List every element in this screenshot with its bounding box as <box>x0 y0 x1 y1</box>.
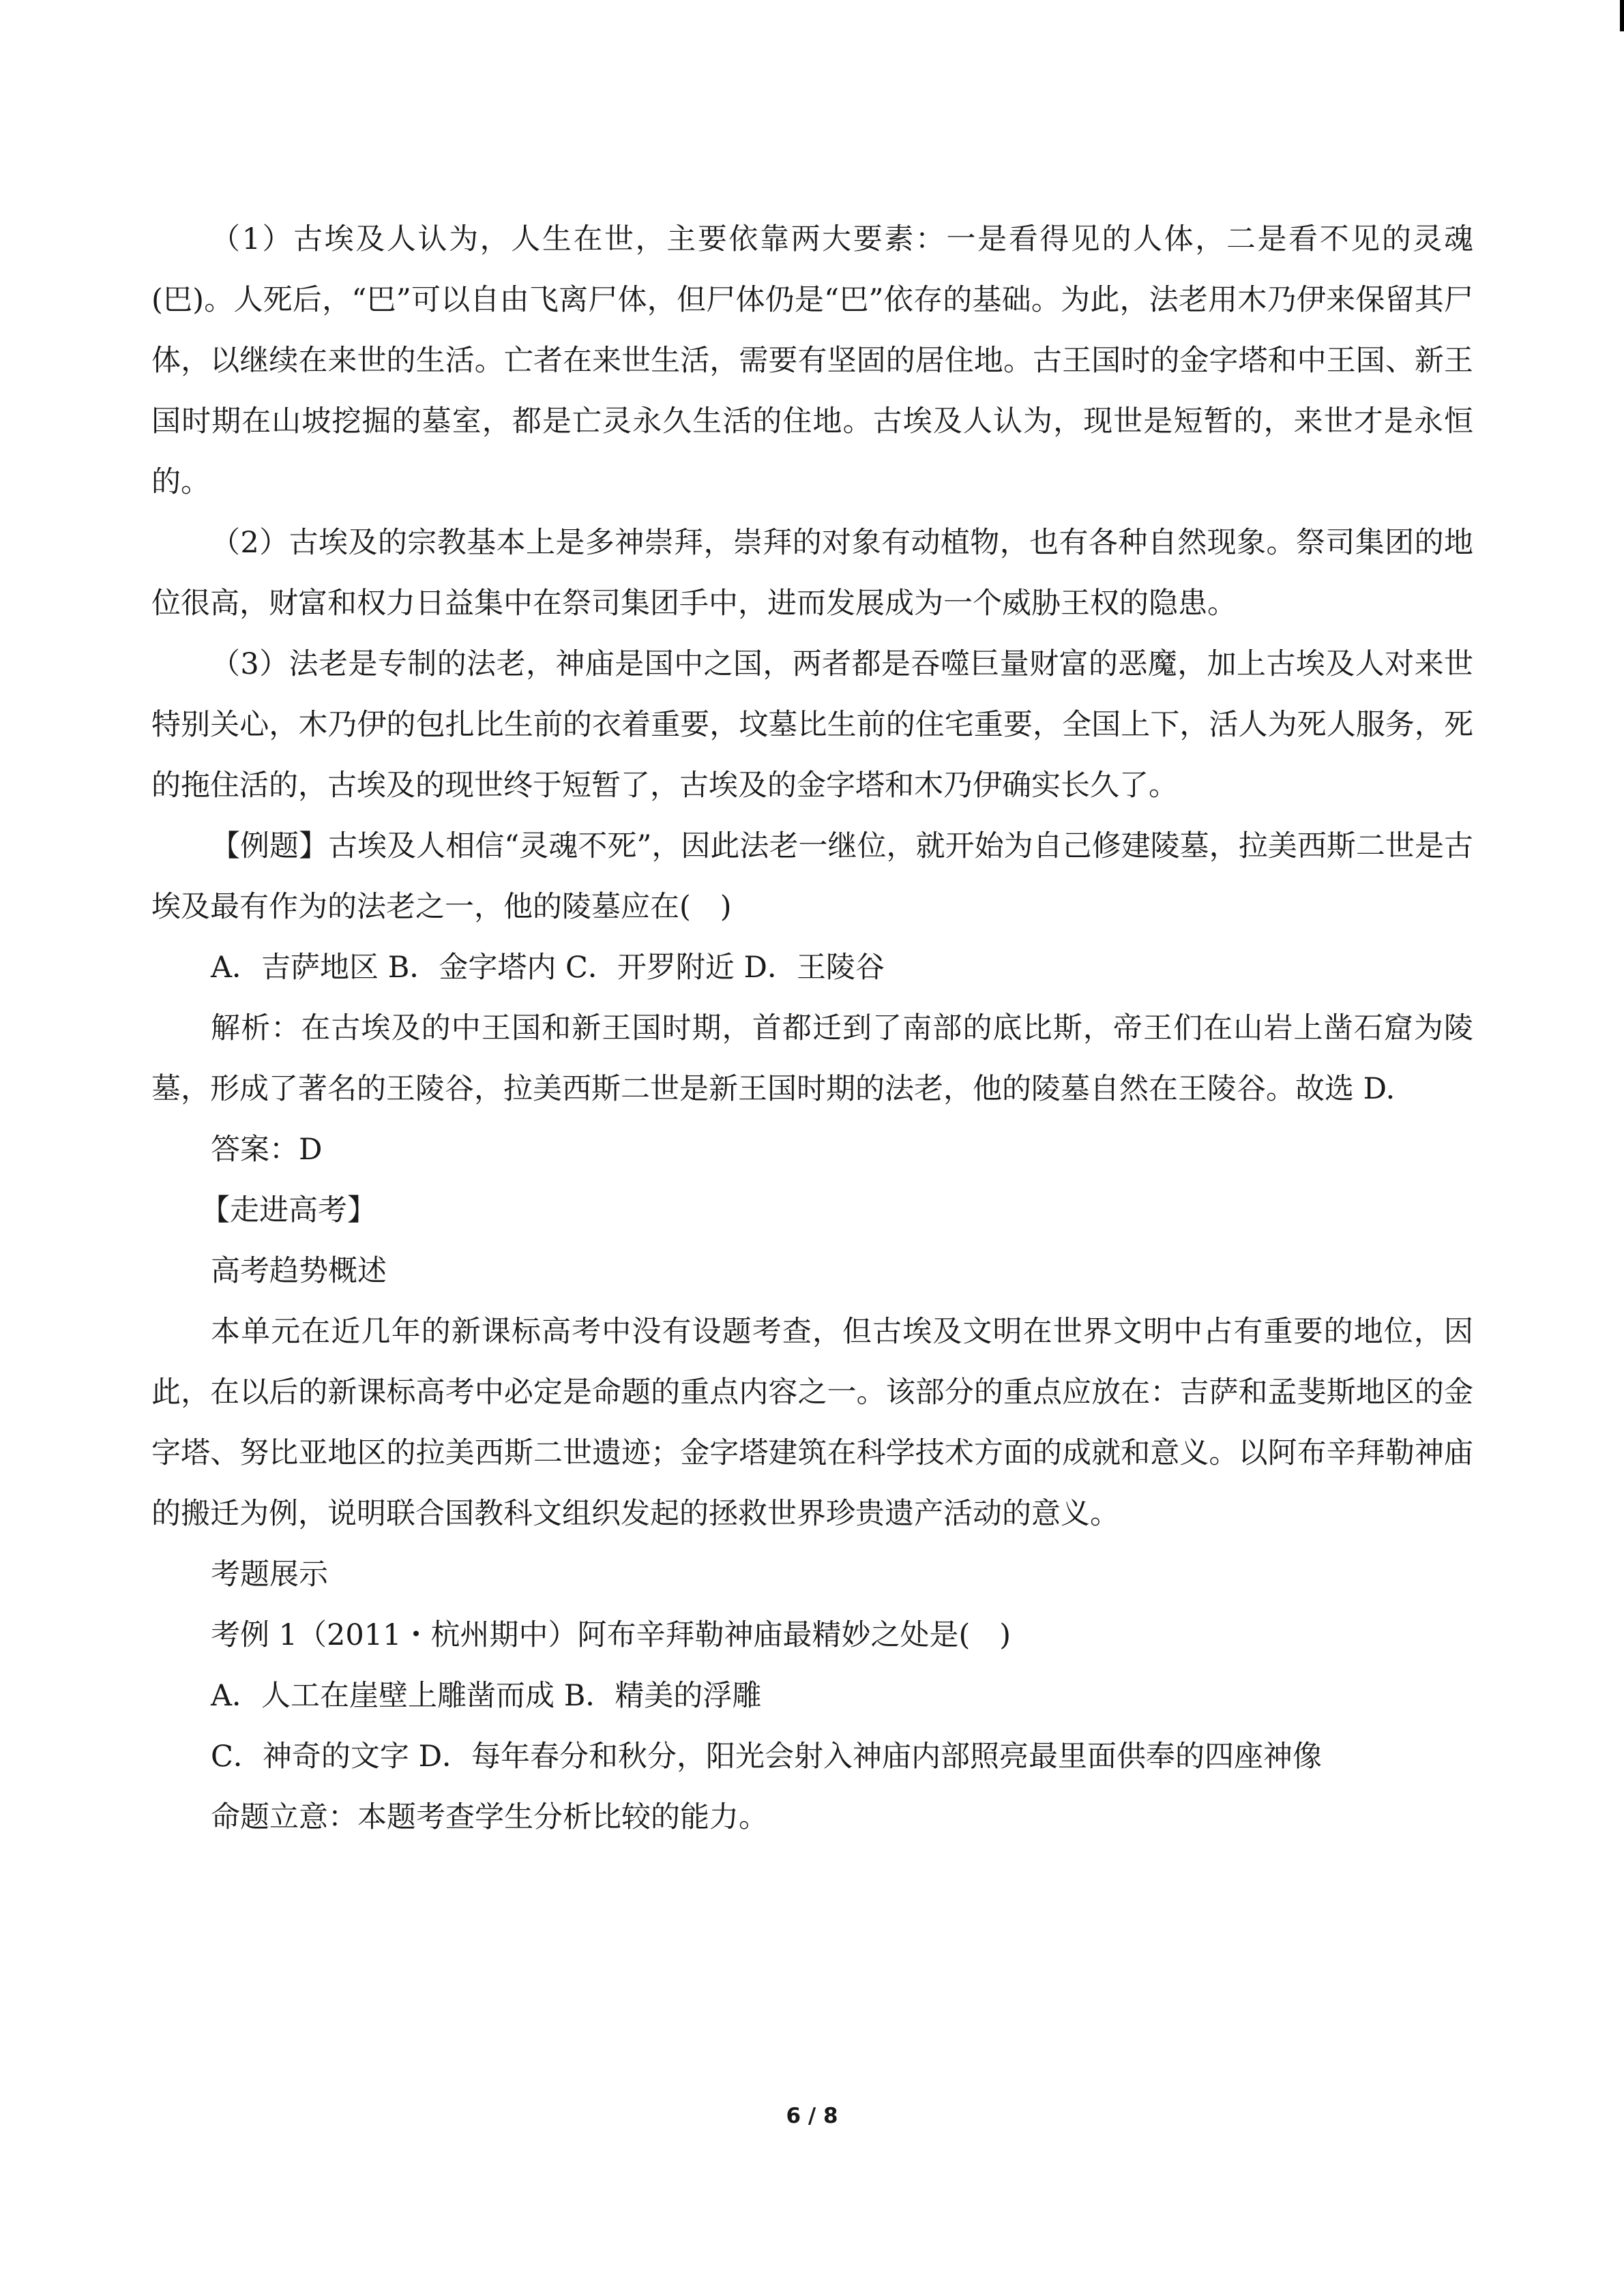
exam-question: 考例 1（2011・杭州期中）阿布辛拜勒神庙最精妙之处是( ) <box>211 1618 1012 1652</box>
paragraph-point-3: （3）法老是专制的法老，神庙是国中之国，两者都是吞噬巨量财富的恶魔，加上古埃及人对来世特别关心，木乃伊的包扎比生前的衣着重要，坟墓比生前的住宅重要，全国上下，活人为死人服务，死的拖住活的，古埃及的现世终于短暂了，古埃及的金字塔和木乃伊确实长久了。 <box>151 647 1473 803</box>
paragraph-point-2: （2）古埃及的宗教基本上是多神崇拜，崇拜的对象有动植物，也有各种自然现象。祭司集团的地位很高，财富和权力日益集中在祭司集团手中，进而发展成为一个威胁王权的隐患。 <box>151 526 1473 621</box>
exam-options-cd: C．神奇的文字 D．每年春分和秋分，阳光会射入神庙内部照亮最里面供奉的四座神像 <box>211 1740 1323 1774</box>
section-heading: 【走进高考】 <box>201 1193 377 1227</box>
exam-options-ab: A．人工在崖壁上雕凿而成 B．精美的浮雕 <box>211 1679 762 1713</box>
exam-intent: 命题立意：本题考查学生分析比较的能力。 <box>211 1800 768 1834</box>
example-question: 【例题】古埃及人相信“灵魂不死”，因此法老一继位，就开始为自己修建陵墓，拉美西斯二世是古埃及最有作为的法老之一，他的陵墓应在( ) <box>151 829 1473 924</box>
example-analysis: 解析：在古埃及的中王国和新王国时期，首都迁到了南部的底比斯，帝王们在山岩上凿石窟为陵墓，形成了著名的王陵谷，拉美西斯二世是新王国时期的法老，他的陵墓自然在王陵谷。故选 D. <box>151 1011 1473 1106</box>
example-answer: 答案：D <box>211 1133 323 1167</box>
paragraph-point-1: （1）古埃及人认为，人生在世，主要依靠两大要素：一是看得见的人体，二是看不见的灵魂(巴)。人死后，“巴”可以自由飞离尸体，但尸体仍是“巴”依存的基础。为此，法老用木乃伊来保留其尸体，以继续在来世的生活。亡者在来世生活，需要有坚固的居住地。古王国时的金字塔和中王国、新王国时期在山坡挖掘的墓室，都是亡灵永久生活的住地。古埃及人认为，现世是短暂的，来世才是永恒的。 <box>151 222 1473 499</box>
subheading-trend: 高考趋势概述 <box>211 1254 387 1288</box>
page-corner-mark <box>1620 0 1624 31</box>
document-body <box>151 209 1473 1848</box>
subheading-exam: 考题展示 <box>211 1557 328 1592</box>
trend-paragraph: 本单元在近几年的新课标高考中没有设题考查，但古埃及文明在世界文明中占有重要的地位，因此，在以后的新课标高考中必定是命题的重点内容之一。该部分的重点应放在：吉萨和孟斐斯地区的金字塔、努比亚地区的拉美西斯二世遗迹；金字塔建筑在科学技术方面的成就和意义。以阿布辛拜勒神庙的搬迁为例，说明联合国教科文组织发起的拯救世界珍贵遗产活动的意义。 <box>151 1315 1473 1531</box>
page-number: 6 / 8 <box>786 2104 838 2128</box>
example-options: A．吉萨地区 B．金字塔内 C．开罗附近 D．王陵谷 <box>211 951 885 985</box>
